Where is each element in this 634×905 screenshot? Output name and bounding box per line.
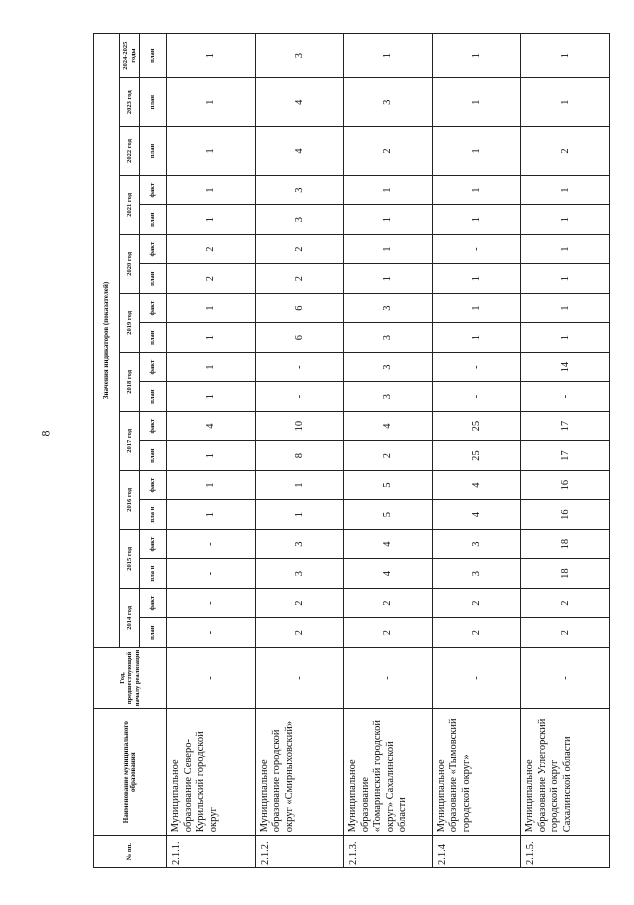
header-fact: факт	[140, 352, 167, 382]
municipality-name: Муниципальное образование «Томаринский городской округ» Сахалинской области	[344, 709, 433, 836]
indicator-value: 4	[432, 470, 521, 500]
header-plan: пла н	[140, 500, 167, 530]
indicator-value: 1	[167, 175, 256, 205]
row-number: 2.1.1.	[167, 836, 256, 868]
header-fact: факт	[140, 175, 167, 205]
indicator-value: 1	[521, 264, 610, 294]
table-container	[93, 33, 610, 868]
row-number: 2.1.2.	[255, 836, 344, 868]
header-year: 2023 год	[120, 78, 140, 127]
indicator-value: 2	[255, 618, 344, 648]
header-name: Наименование муниципального образования	[94, 709, 167, 836]
indicator-value: 3	[255, 529, 344, 559]
indicator-value: 6	[255, 293, 344, 323]
header-fact: факт	[140, 529, 167, 559]
indicator-value: 17	[521, 411, 610, 441]
indicator-value: 1	[167, 78, 256, 127]
base-year-value: -	[432, 647, 521, 708]
indicator-value: 1	[344, 34, 433, 78]
indicator-value: 1	[521, 175, 610, 205]
indicator-value: 8	[255, 441, 344, 471]
indicator-value: 2	[255, 234, 344, 264]
header-plan: план	[140, 127, 167, 176]
indicator-value: -	[432, 352, 521, 382]
indicator-value: 1	[167, 127, 256, 176]
header-fact: факт	[140, 234, 167, 264]
indicator-value: 3	[344, 293, 433, 323]
indicator-value: -	[432, 382, 521, 412]
indicator-value: 1	[167, 34, 256, 78]
header-fact: факт	[140, 470, 167, 500]
indicator-value: 2	[521, 588, 610, 618]
base-year-value: -	[255, 647, 344, 708]
indicator-value: 1	[432, 205, 521, 235]
indicator-value: 6	[255, 323, 344, 353]
indicator-value: 1	[167, 500, 256, 530]
indicator-value: 1	[344, 205, 433, 235]
indicator-value: 2	[344, 127, 433, 176]
indicator-value: 1	[344, 264, 433, 294]
base-year-value: -	[344, 647, 433, 708]
indicator-value: -	[167, 529, 256, 559]
indicator-value: 2	[167, 234, 256, 264]
indicator-value: 16	[521, 470, 610, 500]
indicator-value: 3	[432, 559, 521, 589]
indicator-value: 4	[255, 127, 344, 176]
indicator-value: 10	[255, 411, 344, 441]
table-row	[255, 34, 344, 868]
indicator-value: 3	[344, 78, 433, 127]
header-plan: план	[140, 34, 167, 78]
header-fact: факт	[140, 588, 167, 618]
indicator-value: 1	[432, 34, 521, 78]
indicator-value: 3	[432, 529, 521, 559]
indicator-value: 1	[167, 323, 256, 353]
row-number: 2.1.5.	[521, 836, 610, 868]
header-year: 2019 год	[120, 293, 140, 352]
indicator-value: 4	[255, 78, 344, 127]
page-number: 8	[38, 430, 53, 437]
indicator-value: 1	[521, 323, 610, 353]
header-plan: пла н	[140, 559, 167, 589]
header-plan: план	[140, 78, 167, 127]
indicator-value: 3	[255, 34, 344, 78]
header-fact: факт	[140, 411, 167, 441]
indicator-value: 1	[521, 205, 610, 235]
indicator-value: 4	[167, 411, 256, 441]
indicator-value: -	[255, 352, 344, 382]
indicator-value: 1	[167, 441, 256, 471]
indicator-value: 14	[521, 352, 610, 382]
municipality-name: Муниципальное образование Углегорский городской округ Сахалинской области	[521, 709, 610, 836]
header-year: 2020 год	[120, 234, 140, 293]
indicator-value: 4	[344, 559, 433, 589]
indicator-value: 1	[432, 264, 521, 294]
indicator-value: 2	[255, 264, 344, 294]
header-year: 2014 год	[120, 588, 140, 647]
header-plan: план	[140, 441, 167, 471]
indicator-value: 5	[344, 500, 433, 530]
indicator-value: -	[167, 559, 256, 589]
indicator-value: 1	[344, 175, 433, 205]
indicator-value: 2	[432, 618, 521, 648]
indicator-value: 1	[167, 382, 256, 412]
indicator-value: 16	[521, 500, 610, 530]
table-row	[521, 34, 610, 868]
indicator-value: 4	[344, 411, 433, 441]
indicator-value: 2	[167, 264, 256, 294]
header-plan: план	[140, 264, 167, 294]
indicator-value: -	[167, 588, 256, 618]
indicators-table	[93, 33, 610, 868]
indicator-value: 2	[344, 588, 433, 618]
municipality-name: Муниципальное образование «Тымовский городской округ»	[432, 709, 521, 836]
row-number: 2.1.3.	[344, 836, 433, 868]
municipality-name: Муниципальное образование городской округ «Смирныховский»	[255, 709, 344, 836]
header-year: 2018 год	[120, 352, 140, 411]
indicator-value: 1	[167, 352, 256, 382]
indicator-value: -	[255, 382, 344, 412]
indicator-value: 3	[344, 352, 433, 382]
indicator-value: -	[167, 618, 256, 648]
indicator-value: 1	[255, 500, 344, 530]
header-group: Значения индикаторов (показателей)	[94, 34, 120, 648]
indicator-value: 1	[432, 127, 521, 176]
indicator-value: 1	[167, 205, 256, 235]
indicator-value: 1	[167, 470, 256, 500]
indicator-value: 1	[432, 293, 521, 323]
base-year-value: -	[167, 647, 256, 708]
table-body	[167, 34, 610, 868]
header-year: 2024-2025 годы	[120, 34, 140, 78]
table-row	[432, 34, 521, 868]
indicator-value: 3	[344, 323, 433, 353]
header-plan: план	[140, 205, 167, 235]
indicator-value: 1	[167, 293, 256, 323]
indicator-value: 4	[432, 500, 521, 530]
header-plan: план	[140, 618, 167, 648]
indicator-value: 1	[521, 34, 610, 78]
header-fact: факт	[140, 293, 167, 323]
header-base-year: Год, предшествующий началу реализации	[94, 647, 167, 708]
indicator-value: 1	[521, 78, 610, 127]
indicator-value: 1	[432, 323, 521, 353]
indicator-value: 1	[521, 234, 610, 264]
header-num: № пп.	[94, 836, 167, 868]
indicator-value: 1	[344, 234, 433, 264]
municipality-name: Муниципальное образование Северо-Курильский городской округ	[167, 709, 256, 836]
indicator-value: 2	[344, 618, 433, 648]
indicator-value: 1	[521, 293, 610, 323]
header-year: 2016 год	[120, 470, 140, 529]
indicator-value: 3	[255, 559, 344, 589]
indicator-value: 2	[521, 127, 610, 176]
indicator-value: 3	[344, 382, 433, 412]
indicator-value: 2	[521, 618, 610, 648]
indicator-value: 2	[255, 588, 344, 618]
table-row	[344, 34, 433, 868]
base-year-value: -	[521, 647, 610, 708]
indicator-value: 3	[255, 205, 344, 235]
header-year: 2017 год	[120, 411, 140, 470]
indicator-value: 1	[432, 175, 521, 205]
indicator-value: 3	[255, 175, 344, 205]
row-number: 2.1.4	[432, 836, 521, 868]
indicator-value: 1	[432, 78, 521, 127]
indicator-value: 4	[344, 529, 433, 559]
indicator-value: 25	[432, 441, 521, 471]
indicator-value: 2	[432, 588, 521, 618]
header-year: 2015 год	[120, 529, 140, 588]
indicator-value: 25	[432, 411, 521, 441]
indicator-value: 2	[344, 441, 433, 471]
header-year: 2022 год	[120, 127, 140, 176]
table-row	[167, 34, 256, 868]
header-plan: план	[140, 323, 167, 353]
indicator-value: 1	[255, 470, 344, 500]
indicator-value: 17	[521, 441, 610, 471]
indicator-value: -	[521, 382, 610, 412]
indicator-value: 5	[344, 470, 433, 500]
indicator-value: 18	[521, 559, 610, 589]
header-year: 2021 год	[120, 175, 140, 234]
indicator-value: -	[432, 234, 521, 264]
indicator-value: 18	[521, 529, 610, 559]
header-plan: план	[140, 382, 167, 412]
